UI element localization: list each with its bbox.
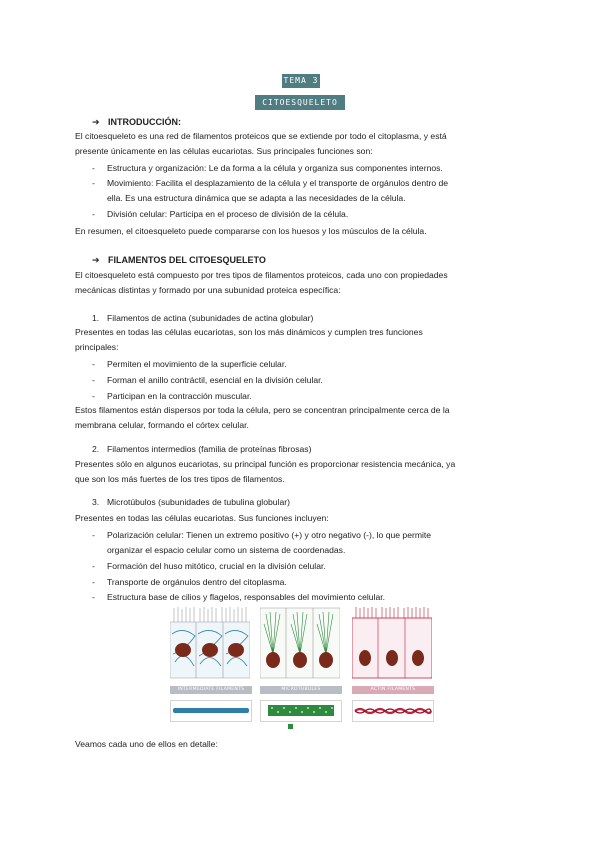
list-item: - Polarización celular: Tienen un extremo positivo (+) y otro negativo (-), lo que permite xyxy=(92,530,432,540)
actina-subheading: 1. Filamentos de actina (subunidades de actina globular) xyxy=(92,313,314,323)
list-item: - Estructura y organización: Le da forma a la célula y organiza sus componentes internos. xyxy=(92,163,443,173)
intro-summary: En resumen, el citoesqueleto puede compararse con los huesos y los músculos de la célula. xyxy=(75,226,427,236)
intro-paragraph-line2: presente únicamente en las células eucariotas. Sus principales funciones son: xyxy=(75,146,373,156)
list-item: - Formación del huso mitótico, crucial en la división celular. xyxy=(92,561,326,571)
intermedios-subheading: 2. Filamentos intermedios (familia de proteínas fibrosas) xyxy=(92,444,312,454)
figure-label-microtubules: MICROTUBULES xyxy=(260,686,342,694)
closing-line: Veamos cada uno de ellos en detalle: xyxy=(75,739,218,749)
list-item-continuation: ella. Es una estructura dinámica que se adapta a las necesidades de la célula. xyxy=(107,193,406,203)
microtubules-cells-illustration xyxy=(260,604,340,680)
filamentos-heading: ➔ FILAMENTOS DEL CITOESQUELETO xyxy=(92,255,266,265)
intermedios-paragraph-line2: que son los más fuertes de los tres tipos de filamentos. xyxy=(75,474,285,484)
list-item: - División celular: Participa en el proceso de división de la célula. xyxy=(92,209,349,219)
document-title-badge: CITOESQUELETO xyxy=(255,95,345,110)
actin-filament-illustration xyxy=(352,700,434,722)
arrow-right-icon: ➔ xyxy=(92,255,100,265)
list-item: - Movimiento: Facilita el desplazamiento de la célula y el transporte de orgánulos dentro de xyxy=(92,178,449,188)
microtubule-illustration xyxy=(260,700,342,722)
intermediate-filaments-cells-illustration xyxy=(170,604,250,680)
list-item: - Transporte de orgánulos dentro del citoplasma. xyxy=(92,577,287,587)
microtubulos-subheading: 3. Microtúbulos (subunidades de tubulina globular) xyxy=(92,497,290,507)
intermediate-filament-illustration xyxy=(170,700,252,722)
list-item: - Estructura base de cilios y flagelos, responsables del movimiento celular. xyxy=(92,592,386,602)
cytoskeleton-figure xyxy=(170,604,434,730)
actin-filaments-cells-illustration xyxy=(352,604,432,680)
actina-paragraph-line2: principales: xyxy=(75,342,119,352)
actina-after-line1: Estos filamentos están dispersos por toda la célula, pero se concentran principalmente cerca de la xyxy=(75,405,450,415)
list-item: - Permiten el movimiento de la superficie celular. xyxy=(92,359,287,369)
list-item: - Forman el anillo contráctil, esencial en la división celular. xyxy=(92,375,323,385)
intro-paragraph-line1: El citoesqueleto es una red de filamentos proteicos que se extiende por todo el citoplasma, y está xyxy=(75,131,447,141)
actina-paragraph-line1: Presentes en todas las células eucariotas, son los más dinámicos y cumplen tres funciones xyxy=(75,327,423,337)
intro-heading: ➔ INTRODUCCIÓN: xyxy=(92,117,181,127)
filamentos-paragraph-line1: El citoesqueleto está compuesto por tres tipos de filamentos proteicos, cada uno con propiedades xyxy=(75,270,448,280)
microtubule-end-marker xyxy=(288,724,293,729)
arrow-right-icon: ➔ xyxy=(92,117,100,127)
list-item-continuation: organizar el espacio celular como un sistema de coordenadas. xyxy=(107,545,346,555)
microtubulos-paragraph: Presentes en todas las células eucariotas. Sus funciones incluyen: xyxy=(75,513,329,523)
intermedios-paragraph-line1: Presentes sólo en algunos eucariotas, su principal función es proporcionar resistencia mecánica, ya xyxy=(75,459,456,469)
topic-number-badge: TEMA 3 xyxy=(282,74,320,88)
filamentos-paragraph-line2: mecánicas distintas y formado por una subunidad proteica específica: xyxy=(75,285,341,295)
figure-label-intermediate: INTERMEDIATE FILAMENTS xyxy=(170,686,252,694)
actina-after-line2: membrana celular, formando el córtex celular. xyxy=(75,420,249,430)
list-item: - Participan en la contracción muscular. xyxy=(92,391,252,401)
figure-label-actin: ACTIN FILAMENTS xyxy=(352,686,434,694)
